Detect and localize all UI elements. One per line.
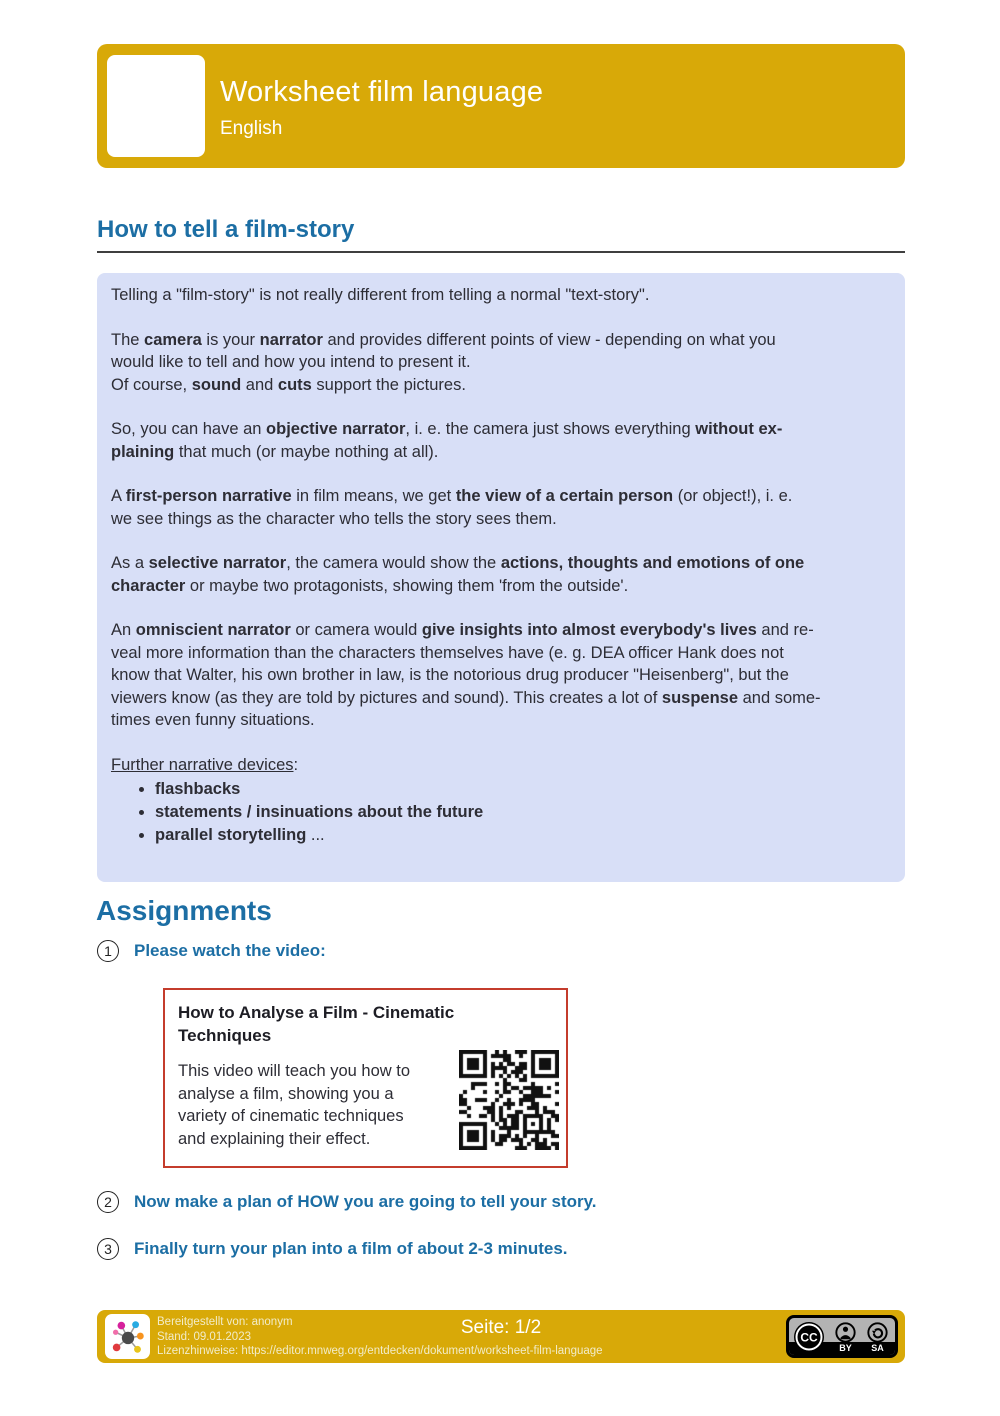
assignments-title: Assignments <box>96 895 272 926</box>
cc-by-sa-badge <box>786 1315 898 1358</box>
assignment-item-2 <box>97 1191 597 1213</box>
cc-by-label: BY <box>839 1343 852 1353</box>
info-paragraph: So, you can have an objective narrator, i. e. the camera just shows everything without ex- plaining that much (or maybe nothing at all). <box>111 420 783 461</box>
info-paragraphs <box>111 284 891 776</box>
assignment-label-1: Please watch the video: <box>134 941 326 960</box>
svg-text:CC: CC <box>800 1330 818 1344</box>
info-paragraph: The camera is your narrator and provides different points of view - depending on what you would like to tell and how you intend to present it. Of course, sound and cuts support the pictures. <box>111 330 776 394</box>
date-text: Stand: 09.01.2023 <box>157 1330 251 1343</box>
cc-logo-icon <box>793 1321 825 1353</box>
section-divider <box>97 251 905 253</box>
cc-sa-label: SA <box>871 1343 884 1353</box>
section-title: How to tell a film-story <box>97 216 355 243</box>
narrative-device-item: • flashbacks <box>155 778 891 801</box>
narrative-device-item: • statements / insinuations about the future <box>155 801 891 824</box>
page-number: Seite: 1/2 <box>460 1317 542 1338</box>
narrative-devices-list <box>111 778 891 847</box>
license-text: Lizenzhinweise: https://editor.mnweg.org/entdecken/dokument/worksheet-film-language <box>157 1345 603 1357</box>
assignment-item-3 <box>97 1238 568 1260</box>
page-subtitle: English <box>220 118 283 139</box>
info-paragraph: As a selective narrator, the camera would show the actions, thoughts and emotions of one character or maybe two protagonists, showing them 'from the outside'. <box>111 554 805 595</box>
assignment-number-1: 1 <box>97 940 119 962</box>
info-paragraph: An omniscient narrator or camera would give insights into almost everybody's lives and re- veal more information than the characters themselves have (e. g. DEA officer Hank does not know that Walter, his own brother in law, is the notorious drug producer "Heisenberg", but the viewers know (as they are told by pictures and sound). This creates a lot of suspense and some- times even funny situations. <box>111 621 821 729</box>
info-box <box>97 273 905 882</box>
qr-code-icon <box>459 1050 559 1150</box>
narrative-device-item: • parallel storytelling ... <box>155 824 891 847</box>
page-title: Worksheet film language <box>220 76 544 108</box>
info-paragraph: Telling a "film-story" is not really different from telling a normal "text-story". <box>111 286 650 304</box>
provided-by-text: Bereitgestellt von: anonym <box>157 1316 293 1328</box>
video-description: This video will teach you how to analyse a film, showing you a variety of cinematic techniques and explaining their effect. <box>178 1062 411 1148</box>
cc-sa-sharealike-icon <box>867 1322 888 1343</box>
info-paragraph: Further narrative devices: <box>111 755 299 774</box>
assignment-number-3: 3 <box>97 1238 119 1260</box>
logo-placeholder <box>107 55 205 157</box>
header-banner <box>97 44 905 168</box>
footer-bar <box>97 1310 905 1363</box>
assignment-label-3: Finally turn your plan into a film of about 2-3 minutes. <box>134 1239 568 1258</box>
assignment-number-2: 2 <box>97 1191 119 1213</box>
cc-by-person-icon <box>835 1322 856 1343</box>
video-card <box>163 988 568 1168</box>
assignment-label-2: Now make a plan of HOW you are going to tell your story. <box>134 1192 597 1211</box>
info-paragraph: A first-person narrative in film means, we get the view of a certain person (or object!), i. e. we see things as the character who tells the story sees them. <box>111 487 793 528</box>
assignment-item-1 <box>97 940 326 962</box>
video-title: How to Analyse a Film - Cinematic Techniques <box>178 1003 455 1045</box>
